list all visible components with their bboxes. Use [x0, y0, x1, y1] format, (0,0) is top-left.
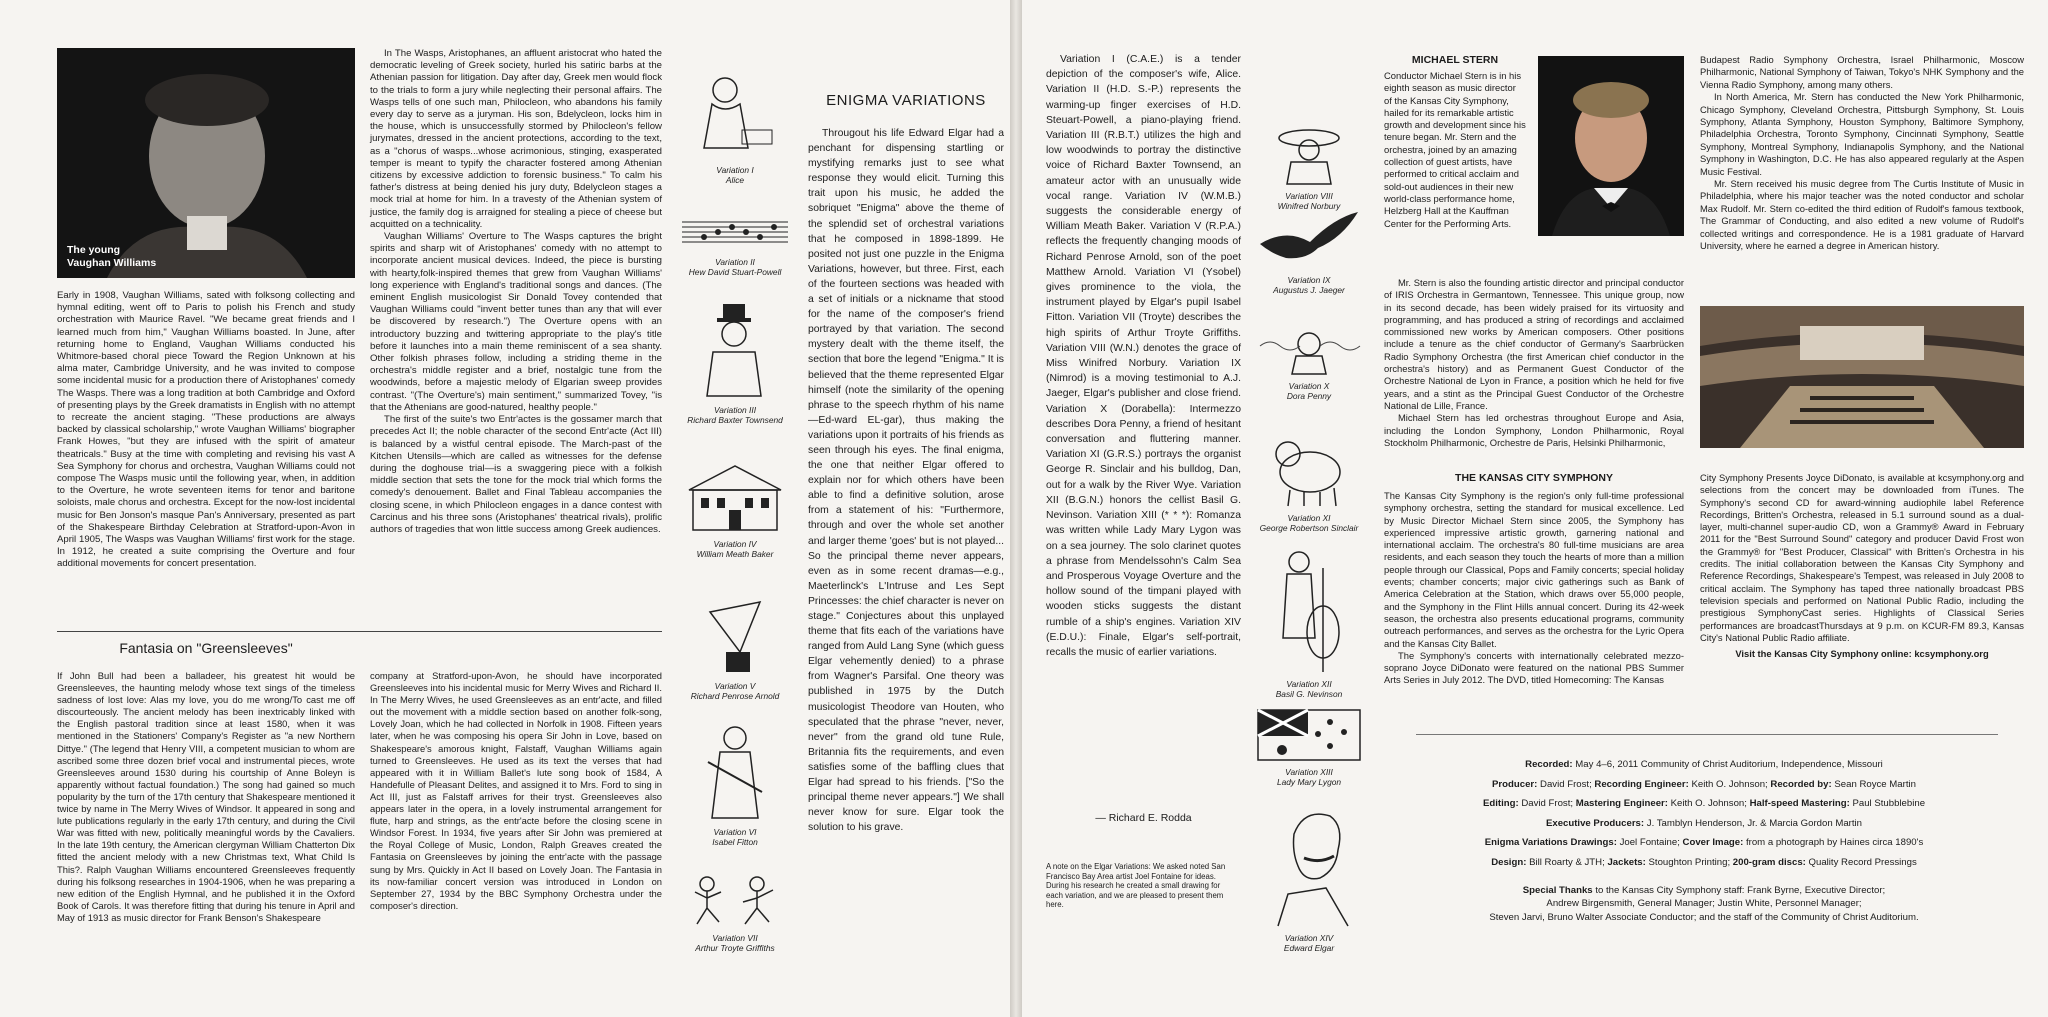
variation-1-drawing	[680, 68, 790, 185]
variation-5-name: Richard Penrose Arnold	[690, 691, 780, 701]
credit-executive: Executive Producers: J. Tamblyn Henderson, Jr. & Marcia Gordon Martin	[1545, 817, 1863, 829]
viola-player-icon	[700, 722, 770, 822]
enigma-column-1	[808, 126, 1004, 835]
building-sketch-icon	[683, 460, 787, 534]
dancing-figures-icon	[685, 872, 785, 928]
kcs-paragraph-2: The Symphony's concerts with internationally celebrated mezzo-soprano Joyce DiDonato were featured on the national PBS Summer Arts Series in July 2012. The DVD, titled Homecoming: The Kansas	[1384, 649, 1684, 686]
kcs-column-right	[1700, 472, 2024, 660]
credit-producer: Producer: David Frost; Recording Engineer: Keith O. Johnson; Recorded by: Sean Royce Martin	[1492, 778, 1916, 790]
bird-sketch-icon	[1256, 208, 1362, 270]
cellist-sketch-icon	[1269, 548, 1349, 674]
variation-13-label: Variation XIII	[1285, 767, 1333, 777]
vw-column-2	[370, 48, 662, 536]
right-panel	[1022, 0, 2048, 1017]
credit-thanks-3: Steven Jarvi, Bruno Walter Associate Conductor; and the staff of the Community of Christ Auditorium.	[1489, 911, 1919, 923]
variation-12-label: Variation XII	[1286, 679, 1332, 689]
fantasia-column-2	[370, 670, 662, 912]
variation-14-drawing	[1254, 804, 1364, 953]
variation-13-drawing	[1254, 708, 1364, 787]
variation-10-name: Dora Penny	[1286, 391, 1332, 401]
variation-11-name: George Robertson Sinclair	[1259, 523, 1359, 533]
stern-paragraph-1: Conductor Michael Stern is in his eighth season as music director of the Kansas City Symphony, hailed for its remarkable artistic growth and development since his tenure began. Mr. Stern and the orchestra, joined by an amazing collection of guest artists, have performed to critical acclaim and sold-out audiences in their new world-class performance home, Helzberg Hall at the Kauffman Center for the Performing Arts.	[1384, 70, 1526, 229]
credit-design: Design: Bill Roarty & JTH; Jackets: Stoughton Printing; 200-gram discs: Quality Record Pressings	[1491, 856, 1917, 868]
variation-4-drawing	[680, 460, 790, 559]
variation-5-drawing	[680, 592, 790, 701]
alice-sketch-icon	[690, 68, 780, 160]
bulldog-sketch-icon	[1264, 432, 1354, 508]
variation-11-label: Variation XI	[1287, 513, 1331, 523]
variation-14-name: Edward Elgar	[1283, 943, 1335, 953]
variation-3-name: Richard Baxter Townsend	[687, 415, 783, 425]
photo-caption-line1: The young	[67, 244, 121, 256]
variation-3-label: Variation III	[713, 405, 757, 415]
music-staff-icon	[680, 212, 790, 252]
fantasia-title: Fantasia on "Greensleeves"	[119, 640, 293, 656]
fantasia-paragraph-2: company at Stratford-upon-Avon, he should have incorporated Greensleeves into his incidental music for Merry Wives and Richard II. In The Merry Wives, he used Greensleeves as an entr'acte, and filled out the movement with a middle section based on another folk-song, Lovely Joan, which he had collected in Norfolk in 1908. Fifteen years later, when he was composing his opera Sir John in Love, based on Shakespeare's amorous knight, Falstaff, Vaughan Williams again turned to Greensleeves. He used as its text the verses that had appeared with it in William Ballet's lute song book of 1584, A Handefulle of Pleasant Delites, and assigned it to Mrs. Ford to sing in Act III, just as Falstaff arrives for their tryst. Greensleeves also appears later in the opera, in a lovely instrumental arrangement for flute, harp and strings, as the entr'acte before the closing scene in Windsor Forest. In 1934, five years after Sir John was premiered at the Royal College of Music, London, Ralph Greaves created the Fantasia on Greensleeves by joining the entr'acte with the passage sung by Mrs. Quickly in Act II based on Lovely Joan. The Fantasia in its now-familiar concert version was introduced in London on September 27, 1934 by the BBC Symphony Orchestra under the composer's direction.	[370, 670, 662, 911]
vw-paragraph-1: Early in 1908, Vaughan Williams, sated with folksong collecting and hymnal editing, went off to Paris to polish his French and study orchestration with Maurice Ravel. "We became great friends and I learned much from him," Vaughan Williams boasted. In June, after returning home to England, Vaughan Williams conducted his Whitmore-based choral piece Toward the Region Unknown at his alma mater, Cambridge University, and he was invited to compose some incidental music for a production there of Aristophanes' comedy The Wasps. There was a long tradition at both Cambridge and Oxford of presenting plays by the Greek dramatists in English with no attempt to recreate the ancient staging. "These productions are always backed by classical scholarship," wrote Vaughan Williams' biographer Frank Howes, "but they are infused with the spirit of amateur theatricals." Busy at the time with completing and revising his vast A Sea Symphony for chorus and orchestra, Vaughan Williams could not compose The Wasps music until the following year, when, in addition to the Overture, he wrote seventeen items for tenor and baritone soloists, male chorus and orchestra. Except for the now-lost incidental music for Ben Jonson's masque Pan's Anniversary, presented as part of the Shakespeare Birthday Celebration at Stratford-upon-Avon in April 1905, The Wasps was Vaughan Williams' first work for the stage. In 1912, he created a suite comprising the Overture and four additional movements for concert presentation.	[57, 290, 355, 570]
variation-9-drawing	[1254, 208, 1364, 295]
variation-1-label: Variation I	[716, 165, 754, 175]
variation-9-name: Augustus J. Jaeger	[1273, 285, 1345, 295]
kcs-visit: Visit the Kansas City Symphony online: kcsymphony.org	[1735, 648, 1989, 660]
variation-5-label: Variation V	[714, 681, 756, 691]
variation-8-name: Winifred Norbury	[1277, 201, 1341, 211]
stern-column-left	[1384, 277, 1684, 449]
photo-caption-line2: Vaughan Williams	[67, 257, 157, 269]
center-fold	[1010, 0, 1022, 1017]
townsend-sketch-icon	[695, 300, 775, 400]
vaughan-williams-photo	[57, 48, 355, 278]
credit-editing: Editing: David Frost; Mastering Engineer: Keith O. Johnson; Half-speed Mastering: Paul Stubblebine	[1482, 798, 1926, 810]
variation-6-drawing	[680, 722, 790, 847]
stern-column-right	[1700, 54, 2024, 253]
stern-paragraph-3: Michael Stern has led orchestras throughout Europe and Asia, including the London Symphony, London Philharmonic, Royal Stockholm Philharmonic, Orchestre de Paris, Helsinki Philharmonic,	[1384, 412, 1684, 448]
variation-9-label: Variation IX	[1287, 275, 1331, 285]
variation-4-label: Variation IV	[713, 539, 757, 549]
stern-portrait	[1538, 56, 1684, 236]
credit-thanks: Special Thanks to the Kansas City Symphony staff: Frank Byrne, Executive Director;	[1522, 884, 1886, 896]
drawing-note: A note on the Elgar Variations: We asked noted San Francisco Bay Area artist Joel Fontaine for ideas. During his research he created a small drawing for each variation, and we are pleased to present them here.	[1046, 862, 1226, 910]
credit-recorded: Recorded: May 4–6, 2011 Community of Christ Auditorium, Independence, Missouri	[1525, 759, 1883, 770]
variation-11-drawing	[1254, 432, 1364, 533]
enigma-signature: — Richard E. Rodda	[1095, 812, 1192, 824]
vw-paragraph-4: The first of the suite's two Entr'actes is the gossamer march that precedes Act II; the noble character of the second Entr'acte (Act III) is balanced by a wistful central episode. The March-past of the Kitchen Utensils—which are called as witnesses for the defense during the doghouse trial—is a swaggering piece with a folkish middle section that sets the tone for the mock trial which forms the comedy's denouement. Ballet and Final Tableau accompanies the closing scene, in which Philocleon engages in a dance contest with Carcinus and his three sons (Aristophanes' theatrical rivals), prolific authors of tragedies that won little success among Greek audiences.	[370, 414, 662, 535]
vw-column-1	[57, 290, 355, 571]
variation-8-drawing	[1254, 124, 1364, 211]
variation-6-name: Isabel Fitton	[712, 837, 758, 847]
credit-drawings: Enigma Variations Drawings: Joel Fontaine; Cover Image: from a photograph by Haines circa 1890's	[1484, 837, 1924, 849]
stern-paragraph-5: In North America, Mr. Stern has conducted the New York Philharmonic, Chicago Symphony, Cleveland Orchestra, Pittsburgh Symphony, St. Louis Symphony, Atlanta Symphony, Houston Symphony, Baltimore Symphony, Philadelphia Orchestra, Toronto Symphony, Cincinnati Symphony, Seattle Symphony, Montreal Symphony, Indianapolis Symphony, and the National Symphony in Washington, D.C. He has also appeared regularly at the Aspen Music Festival.	[1700, 91, 2024, 177]
vw-paragraph-2: In The Wasps, Aristophanes, an affluent aristocrat who hated the democratic leveling of Greek society, hurled his satiric barbs at the Athenian passion for litigation. Day after day, Greek men would flock to the trials to form a jury while neglecting their personal affairs. The Wasps tells of one such man, Philocleon, who abandons his family every day to serve as a juryman. His son, Bdelycleon, locks him in the house, which is unsuccessfully stormed by Philocleon's fellow jurymates, dressed in the ancient protections, according to the text, as a "chorus of wasps...whose acrimonious, stinging, exasperated temper is meant to typify the character fostered among Athenian citizens by excessive addiction to forensic business." To calm his father's distress at being denied his jury duty, Bdelycleon stages a mock trial at home for him. In a travesty of the Athenian system of justice, the family dog is arraigned for stealing a piece of cheese but acquitted on a technicality.	[370, 48, 662, 230]
variation-2-name: Hew David Stuart-Powell	[688, 267, 782, 277]
enigma-paragraph-2: Variation I (C.A.E.) is a tender depiction of the composer's wife, Alice. Variation II (H.D. S.-P.) represents the warming-up finger exercises of H.D. Steuart-Powell, a piano-playing friend. Variation III (R.B.T.) utilizes the high and low woodwinds to portray the distinctive voice of Richard Baxter Townsend, an amateur actor with an unusually wide vocal range. Variation IV (W.M.B.) suggests the considerable energy of William Meath Baker. Variation V (R.P.A.) reflects the frequently changing moods of Richard Penrose Arnold, son of the poet Matthew Arnold. Variation VI (Ysobel) gives prominence to the viola, the instrument played by Elgar's pupil Isabel Fitton. Variation VII (Troyte) describes the high spirits of Arthur Troyte Griffiths. Variation VIII (W.N.) denotes the grace of Miss Winifred Norbury. Variation IX (Nimrod) is a moving testimonial to A.J. Jaeger, Elgar's publisher and close friend. Variation X (Dorabella): Intermezzo describes Dora Penny, a friend of hesitant conversation and fluttering manner. Variation XI (G.R.S.) portrays the organist George R. Sinclair and his bulldog, Dan, out for a walk by the River Wye. Variation XII (B.G.N.) honors the cellist Basil G. Nevinson. Variation XIII (* * *): Romanza was written while Lady Mary Lygon was on a sea journey. The solo clarinet quotes a phrase from Mendelssohn's Calm Sea and Prosperous Voyage Overture and the hollow sound of the timpani played with wooden sticks suggests the distant rumble of a ship's engines. Variation XIV (E.D.U.): Finale, Elgar's self-portrait, recalls the music of earlier variations.	[1046, 54, 1241, 658]
stern-paragraph-4: Budapest Radio Symphony Orchestra, Israel Philharmonic, Moscow Philharmonic, National Symphony of Taiwan, Tokyo's NHK Symphony and the Vienna Radio Symphony, among many others.	[1700, 54, 2024, 90]
variation-14-label: Variation XIV	[1284, 933, 1334, 943]
variation-3-drawing	[680, 300, 790, 425]
enigma-title: ENIGMA VARIATIONS	[826, 92, 986, 109]
flag-sketch-icon	[1256, 708, 1362, 762]
enigma-paragraph-1: Througout his life Edward Elgar had a penchant for dispensing startling or mystifying remarks just to see what response they would elicit. Turning this trait upon his music, he added the sobriquet "Enigma" above the theme of the splendid set of orchestral variations that he composed in 1898-1899. He posited not just one puzzle in the Enigma Variations, however, but three. First, each of the fourteen sections was headed with a set of initials or a nickname that stood for the name of the composer's friend portrayed by that variation. The second mystery dealt with the theme itself, the section that bore the legend "Enigma." It is believed that the theme represented Elgar himself (note the similarity of the opening phrase to the speech rhythm of his name—Ed-ward EL-gar), thus making the variations upon it portraits of his friends as seen through his eyes. The final enigma, the one that neither Elgar offered to explain nor for which others have been able to find a definitive solution, arose from a statement of his: "Furthermore, through and over the whole set another and larger theme 'goes' but is not played... So the principal theme never appears, even as in some recent dramas—e.g., Maeterlinck's L'Intruse and Les Sept Princesses: the chief character is never on stage." Conjectures about this unplayed theme that fits each of the variations have ranged from Auld Lang Syne (which guess Elgar vehemently denied) to a phrase from Wagner's Parsifal. One theory was published in 1975 by the Dutch musicologist Theodore van Houten, who speculated that the phrase "never, never, never" from the grand old tune Rule, Britannia fits the requirements, and even satisfies some of the baffling clues that Elgar had spread to his friends. ["So the principal theme never appears."] We shall never know for sure. Elgar took the solution to his grave.	[808, 128, 1004, 834]
variation-7-label: Variation VII	[712, 933, 758, 943]
michael-stern-photo	[1538, 56, 1684, 236]
kcs-paragraph-1: The Kansas City Symphony is the region's only full-time professional symphony orchestra, setting the standard for musical excellence. Led by Music Director Michael Stern since 2005, the Symphony has experienced impressive artistic growth, garnering national and international acclaim. The orchestra's 80 full-time musicians are area residents, and each season they touch the hearts of more than a million people through our Classical, Pops and Family concerts; special holiday events; chamber concerts; major civic gatherings such as Bank of America Celebration at the Station, which draws over 55,000 people, and the Symphony in the Flint Hills annual concert. During its 42-week season, the orchestra also presents educational programs, community outreach performances, and serves as the orchestra for the Lyric Opera and the Kansas City Ballet.	[1384, 490, 1684, 649]
stern-heading: MICHAEL STERN	[1411, 54, 1499, 66]
kcs-paragraph-3: City Symphony Presents Joyce DiDonato, is available at kcsymphony.org and selections from the concert may be downloaded from iTunes. The Symphony's second CD for award-winning audiophile label Reference Recordings, Britten's Orchestra, released in 5.1 surround sound as a dual-layer, multi-channel super-audio CD, won a Grammy® Award in February 2011 for the "Best Surround Sound" category and producer David Frost won the Grammy® for "Best Producer, Classical" with Britten's Orchestra in his credits. The initial collaboration between the Kansas City Symphony and Reference Recordings, Shakespeare's Tempest, was released in July 2008 to critical acclaim. The Symphony has taped three nationally broadcast PBS television specials and performed on National Public Radio, including the prestigious SymphonyCast series. Highlights of Classical Series performances are broadcastThursdays at 9 p.m. on KCUR-FM 89.3, Kansas City's National Public Radio affiliate.	[1700, 472, 2024, 643]
variation-6-label: Variation VI	[713, 827, 757, 837]
variation-12-name: Basil G. Nevinson	[1275, 689, 1343, 699]
credits-block	[1384, 758, 2024, 924]
concert-hall-photo	[1700, 306, 2024, 448]
enigma-column-2	[1046, 52, 1241, 660]
stern-paragraph-6: Mr. Stern received his music degree from The Curtis Institute of Music in Philadelphia, where his major teacher was the noted conductor and scholar Max Rudolf. Mr. Stern co-edited the third edition of Rudolf's famous textbook, The Grammar of Conducting, and also edited a new volume of Rudolf's collected writings and correspondence. He is a 1981 graduate of Harvard University, where he earned a degree in American history.	[1700, 178, 2024, 252]
variation-7-name: Arthur Troyte Griffiths	[695, 943, 775, 953]
variation-13-name: Lady Mary Lygon	[1276, 777, 1342, 787]
variation-10-label: Variation X	[1288, 381, 1330, 391]
stern-paragraph-2: Mr. Stern is also the founding artistic director and principal conductor of IRIS Orchestra in Germantown, Tennessee. This unique group, now in its second decade, has been widely praised for its virtuosity and programming, and has produced a string of recordings and acclaimed commissioned new works by American composers. Other positions include a tenure as the chief conductor of Germany's Saarbrücken Radio Symphony Orchestra (the first American chief conductor in the orchestra's history) and as Permanent Guest Conductor of the Orchestre National de Lyon in France, a position which he held for five years, and a stint as the Principal Guest Conductor of the Orchestre National de Lille, France.	[1384, 277, 1684, 411]
variation-1-name: Alice	[725, 175, 745, 185]
variation-2-drawing	[680, 212, 790, 277]
dora-sketch-icon	[1256, 326, 1362, 376]
credits-divider	[1416, 734, 1998, 735]
elgar-portrait-icon	[1264, 804, 1354, 928]
variation-2-label: Variation II	[715, 257, 755, 267]
vw-paragraph-3: Vaughan Williams' Overture to The Wasps captures the bright spirits and sharp wit of Aristophanes' comedy with no attempt to incorporate ancient musical devices. Indeed, the piece is bursting with hearty,folk-inspired themes that grew from Vaughan Williams' long experience with England's traditional songs and dances. (The eminent English musicologist Sir Donald Tovey contended that Vaughan Williams could "invent better tunes than any that will ever be discovered by research.") The Overture opens with an introductory buzzing and twittering appropriate to the play's title before it launches into a main theme reminiscent of a sea shanty. Other folkish phrases follow, including a striding theme in the orchestra's middle register and a brief, nostalgic tune from the woodwinds, before a majestic melody of Elgarian sweep provides contrast. "(The Overture's) main sentiment," summarized Tovey, "is that the Athenians are good-natured, healthy people."	[370, 231, 662, 413]
norbury-sketch-icon	[1269, 124, 1349, 186]
variation-8-label: Variation VIII	[1285, 191, 1333, 201]
kcs-column-left	[1384, 490, 1684, 687]
section-divider	[57, 631, 662, 632]
variation-4-name: William Meath Baker	[696, 549, 774, 559]
variation-7-drawing	[680, 872, 790, 953]
variation-12-drawing	[1254, 548, 1364, 699]
hand-quill-icon	[700, 592, 770, 676]
kcs-heading: THE KANSAS CITY SYMPHONY	[1455, 472, 1613, 484]
fantasia-column-1	[57, 670, 355, 924]
left-panel	[0, 0, 1010, 1017]
stern-column-intro	[1384, 70, 1526, 230]
credit-thanks-2: Andrew Birgensmith, General Manager; Justin White, Personnel Manager;	[1546, 898, 1862, 910]
concert-hall-image	[1700, 306, 2024, 448]
fantasia-paragraph-1: If John Bull had been a balladeer, his greatest hit would be Greensleeves, the haunting melody whose text sings of the timeless sadness of lost love: Alas my love, you do me wrong/To cast me off discourteously. The ancient melody has been inextricably linked with the English pastoral tradition since at least 1580, when it was mentioned in the Stationers' Company's Register as "a new Northern Dittye." (The legend that Henry VIII, a competent musician to whom are ascribed some three dozen brief vocal and instrumental pieces, wrote Greensleeves around 1530 during his courtship of Anne Boleyn is apparently without factual foundation.) The song had gained so much popularity by the turn of the 17th century that Shakespeare mentioned it twice by name in The Merry Wives of Windsor. It appeared in song and lute publications regularly in the early 17th century, and during the Civil War was fitted with new, politically meaningful words by the Cavaliers. In the late 19th century, the American clergyman William Chatterton Dix fitted the ancient melody with a new Christmas text, What Child Is This?. Ralph Vaughan Williams encountered Greensleeves frequently during his folksong researches in 1904-1906, when he was preparing a new edition of the English Hymnal, and he published it in the Oxford Book of Carols. It was therefore fitting that during his tenure in April and May of 1913 as music director for Frank Benson's Shakespeare	[57, 670, 355, 923]
variation-10-drawing	[1254, 326, 1364, 401]
